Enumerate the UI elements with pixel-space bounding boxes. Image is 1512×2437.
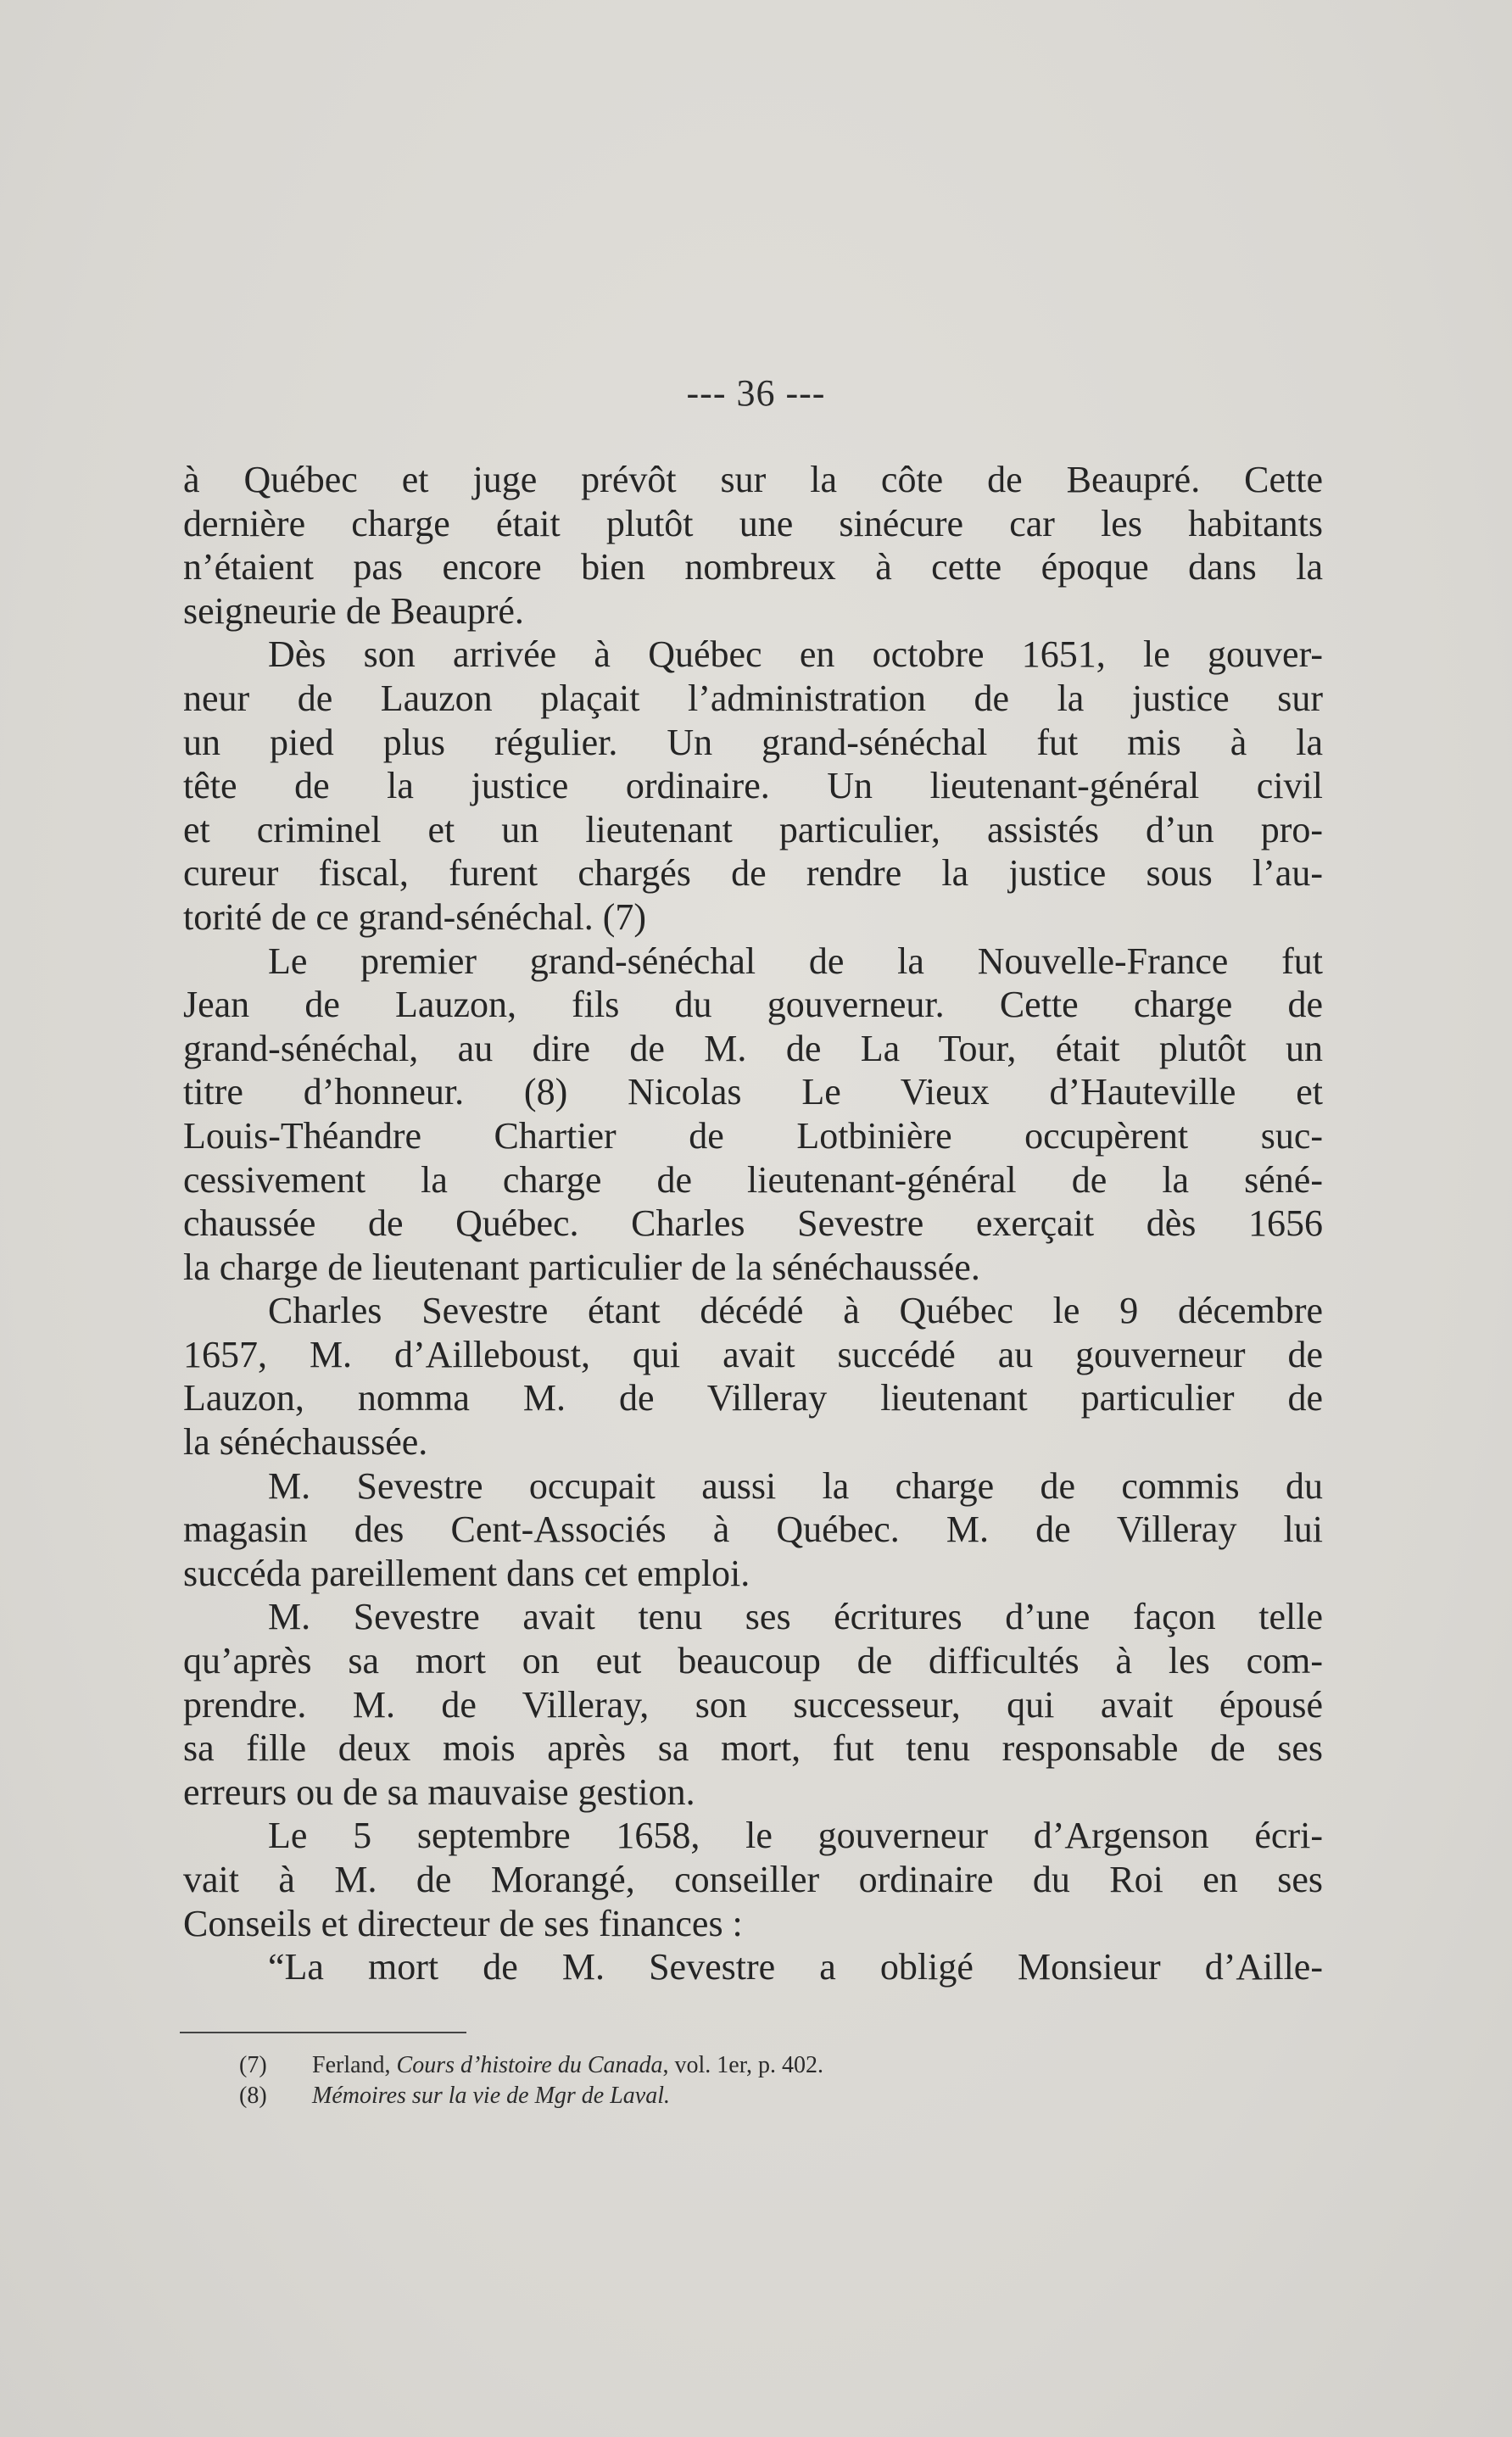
text-line: torité de ce grand-sénéchal. (7): [183, 895, 647, 938]
text-line: seigneurie de Beaupré.: [183, 589, 524, 632]
footnote: [239, 2081, 823, 2111]
footnote-title: Mémoires sur la vie de Mgr de Laval.: [312, 2083, 670, 2109]
text-line: grand-sénéchal, au dire de M. de La Tour, était plutôt un: [183, 1027, 1323, 1069]
text-line: cureur fiscal, furent chargés de rendre la justice sous l’au-: [183, 852, 1323, 895]
text-line: et criminel et un lieutenant particulier, assistés d’un pro-: [183, 808, 1323, 850]
text-line: qu’après sa mort on eut beaucoup de difficultés à les com-: [183, 1640, 1323, 1682]
text-line: sa fille deux mois après sa mort, fut tenu responsable de ses: [183, 1727, 1323, 1770]
text-line: titre d’honneur. (8) Nicolas Le Vieux d’Hauteville et: [183, 1071, 1323, 1113]
footnote-rule: [180, 2032, 466, 2033]
text-line: 1657, M. d’Ailleboust, qui avait succédé au gouverneur de: [183, 1333, 1323, 1375]
text-line: prendre. M. de Villeray, son successeur, qui avait épousé: [183, 1683, 1323, 1726]
text-line: M. Sevestre occupait aussi la charge de commis du: [268, 1464, 1323, 1507]
text-line: Dès son arrivée à Québec en octobre 1651, le gouver-: [268, 633, 1323, 676]
text-line: la sénéchaussée.: [183, 1421, 428, 1464]
body-text: [183, 458, 1323, 1989]
text-line: magasin des Cent-Associés à Québec. M. de Villeray lui: [183, 1508, 1323, 1551]
text-line: vait à M. de Morangé, conseiller ordinaire du Roi en ses: [183, 1859, 1323, 1900]
text-line: Le 5 septembre 1658, le gouverneur d’Argenson écri-: [268, 1815, 1323, 1857]
text-line: chaussée de Québec. Charles Sevestre exerçait dès 1656: [183, 1202, 1323, 1245]
text-line: cessivement la charge de lieutenant-général de la séné-: [183, 1158, 1323, 1201]
text-line: M. Sevestre avait tenu ses écritures d’une façon telle: [268, 1596, 1323, 1638]
footnote-number: (8): [239, 2083, 267, 2109]
footnotes: [239, 2050, 823, 2111]
text-line: Charles Sevestre étant décédé à Québec le 9 décembre: [268, 1290, 1323, 1332]
text-line: neur de Lauzon plaçait l’administration de la justice sur: [183, 677, 1323, 719]
text-line: Louis-Théandre Chartier de Lotbinière occupèrent suc-: [183, 1114, 1323, 1157]
text-line: à Québec et juge prévôt sur la côte de Beaupré. Cette: [183, 459, 1323, 500]
text-line: dernière charge était plutôt une sinécure car les habitants: [183, 502, 1323, 544]
text-line: erreurs ou de sa mauvaise gestion.: [183, 1771, 695, 1813]
text-line: n’étaient pas encore bien nombreux à cette époque dans la: [183, 546, 1323, 588]
text-line: Jean de Lauzon, fils du gouverneur. Cette charge de: [183, 984, 1323, 1026]
text-line: Le premier grand-sénéchal de la Nouvelle-France fut: [268, 940, 1323, 982]
text-line: Conseils et directeur de ses finances :: [183, 1902, 743, 1944]
footnote-text: Ferland,: [312, 2052, 397, 2078]
footnote-title: Cours d’histoire du Canada: [396, 2052, 663, 2078]
footnote-text: , vol. 1er, p. 402.: [662, 2052, 823, 2078]
text-line: un pied plus régulier. Un grand-sénéchal fut mis à la: [183, 721, 1323, 763]
text-line: Lauzon, nomma M. de Villeray lieutenant particulier de: [183, 1377, 1323, 1419]
text-line: succéda pareillement dans cet emploi.: [183, 1552, 750, 1594]
text-line: “La mort de M. Sevestre a obligé Monsieur d’Aille-: [268, 1946, 1323, 1988]
text-line: tête de la justice ordinaire. Un lieutenant-général civil: [183, 765, 1323, 807]
text-line: la charge de lieutenant particulier de la sénéchaussée.: [183, 1246, 980, 1288]
footnote-number: (7): [239, 2052, 267, 2078]
page-number: --- 36 ---: [686, 372, 826, 414]
footnote: [239, 2050, 823, 2081]
